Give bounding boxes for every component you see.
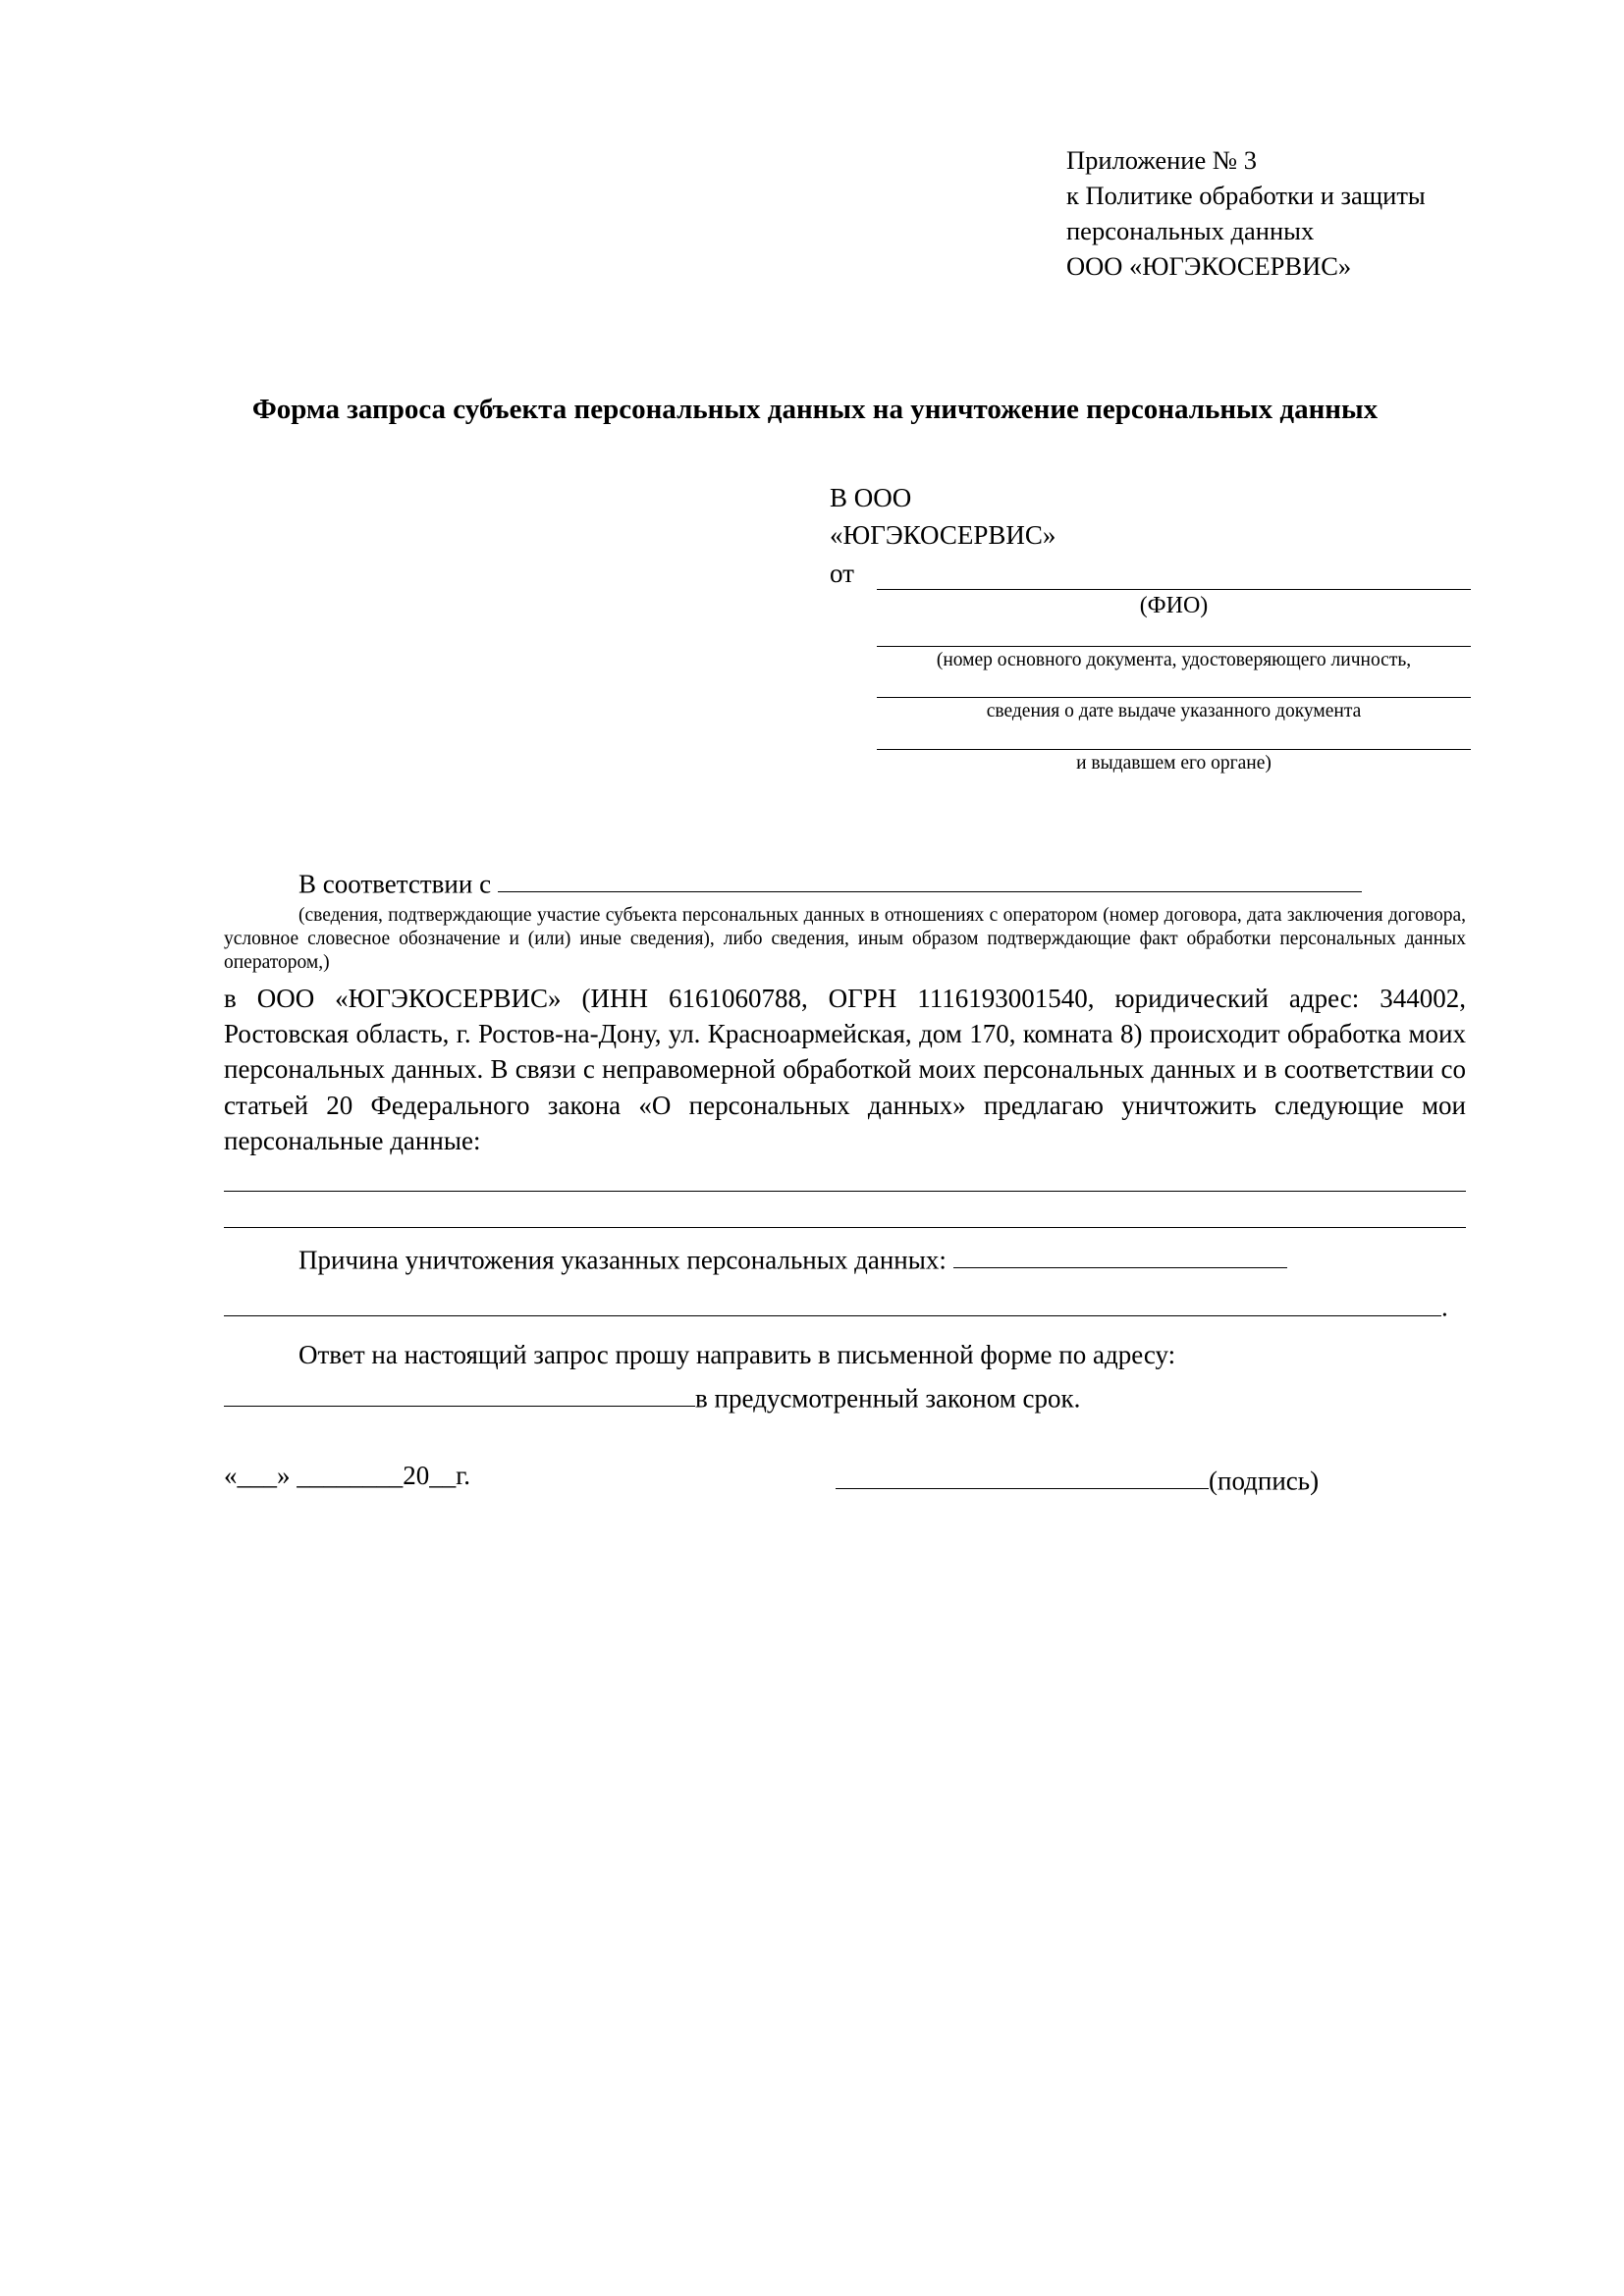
applicant-fields [877,589,1471,774]
reason-row-2 [224,1287,1466,1325]
spacer-2 [877,671,1471,697]
document-header [1066,142,1577,284]
spacer-1 [877,620,1471,646]
in-accordance-row [224,864,1466,902]
spacer-3 [877,723,1471,749]
main-paragraph: в ООО «ЮГЭКОСЕРВИС» (ИНН 6161060788, ОГРН 1116193001540, юридический адрес: 344002, Ростовская область, г. Ростов-на-Дону, ул. Красноармейская, дом 170, комната 8) происходит обработка моих персональных данных. В связи с неправомерной обработкой моих персональных данных и в соответствии со статьей 20 Федерального закона «О персональных данных» предлагаю уничтожить следующие мои персональные данные: [224,984,1466,1155]
reason-row [224,1240,1466,1278]
answer-paragraph: Ответ на настоящий запрос прошу направить в письменной форме по адресу: [298,1339,1176,1369]
addressee-line-2: «ЮГЭКОСЕРВИС» [830,520,1056,551]
addressee-block [830,479,1419,592]
header-line-3: персональных данных [1066,216,1315,246]
in-accordance-label: В соответствии с [298,869,492,899]
reason-rule-1[interactable] [953,1240,1287,1268]
in-accordance-note-text: (сведения, подтверждающие участие субъекта персональных данных в отношениях с оператором (номер договора, дата заключения договора, условное словесное обозначение и (или) иные сведения), либо сведения, иным образом подтверждающие факт обработки персональных данных оператором,) [224,904,1466,973]
in-accordance-note [224,904,1466,976]
fio-caption: (ФИО) [1139,593,1209,618]
data-to-destroy-rule-2[interactable] [224,1227,1466,1228]
header-line-4: ООО «ЮГЭКОСЕРВИС» [1066,251,1352,282]
reason-label: Причина уничтожения указанных персональных данных: [298,1245,947,1275]
document-number-caption: (номер основного документа, удостоверяющего личность, [936,649,1412,670]
reason-rule-2[interactable] [224,1287,1441,1315]
reason-period: . [1441,1292,1448,1322]
addressee-line-1: В ООО [830,483,912,512]
header-line-2: к Политике обработки и защиты [1066,181,1426,211]
signature-field [836,1461,1319,1496]
data-to-destroy-rule-1[interactable] [224,1191,1466,1192]
header-line-1: Приложение № 3 [1066,145,1258,175]
in-accordance-rule[interactable] [498,864,1362,892]
answer-address-row [224,1378,1466,1416]
signature-caption: (подпись) [1209,1466,1320,1496]
document-date-caption: сведения о дате выдаче указанного документа [986,701,1362,722]
date-field[interactable]: «___» ________20__г. [224,1461,471,1490]
page-title: Форма запроса субъекта персональных данных на уничтожение персональных данных [251,394,1379,425]
document-body [224,864,1466,1416]
answer-address-rule[interactable] [224,1378,695,1407]
signature-rule[interactable] [836,1461,1209,1489]
document-issuer-caption: и выдавшем его органе) [1076,752,1272,774]
addressee-line-3: от [830,558,854,588]
answer-term-text: в предусмотренный законом срок. [695,1383,1081,1414]
